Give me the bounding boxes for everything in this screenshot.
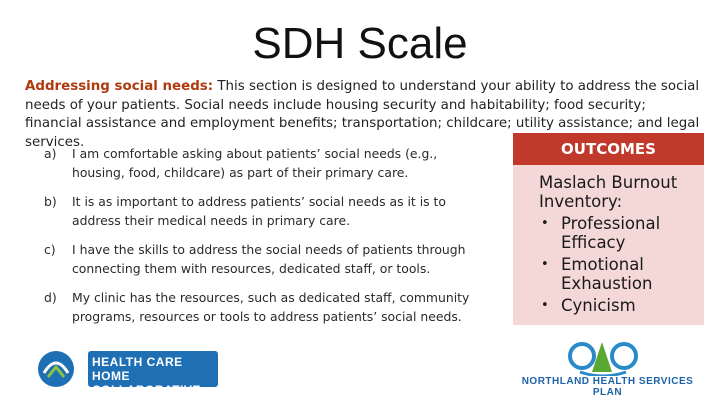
item-text: I am comfortable asking about patients’ social needs (e.g., housing, food, childcare) as part of their primary care.	[72, 146, 438, 180]
hchc-logo-text: HEALTH CARE HOME COLLABORATIVE	[92, 355, 201, 397]
scale-items	[44, 145, 474, 337]
item-letter: d)	[44, 290, 57, 305]
outcomes-panel	[513, 165, 704, 325]
scale-item	[44, 241, 474, 278]
scale-item	[44, 193, 474, 230]
item-letter: b)	[44, 194, 57, 209]
scale-item	[44, 289, 474, 326]
outcome-item: • Professional Efficacy	[539, 214, 696, 252]
nhsp-logo-text: NORTHLAND HEALTH SERVICES PLAN	[521, 376, 694, 398]
intro-text: This section is designed to understand your ability to address the social needs of your patients. Social needs include housing security and habitability; food security; financial assistance and employment benefits; transportation; childcare; utility assistance; and legal services.	[25, 79, 700, 150]
item-text: I have the skills to address the social needs of patients through connecting them with resources, dedicated staff, or tools.	[72, 242, 466, 276]
northland-health-services-plan-logo	[520, 336, 695, 402]
item-letter: c)	[44, 242, 56, 257]
slide-title: SDH Scale	[252, 19, 468, 68]
item-text: My clinic has the resources, such as dedicated staff, community programs, resources or tools to address patients’ social needs.	[72, 290, 470, 324]
scale-item	[44, 145, 474, 182]
health-care-home-collaborative-logo	[32, 345, 222, 395]
outcomes-heading: Maslach Burnout Inventory:	[539, 173, 678, 211]
outcome-item: • Cynicism	[539, 296, 696, 315]
outcomes-list	[539, 214, 696, 315]
outcome-item: • Emotional Exhaustion	[539, 255, 696, 293]
item-text: It is as important to address patients’ social needs as it is to address their medical needs in primary care.	[72, 194, 446, 228]
item-letter: a)	[44, 146, 57, 161]
intro-lead: Addressing social needs:	[25, 79, 214, 94]
outcomes-header: OUTCOMES	[513, 133, 704, 165]
